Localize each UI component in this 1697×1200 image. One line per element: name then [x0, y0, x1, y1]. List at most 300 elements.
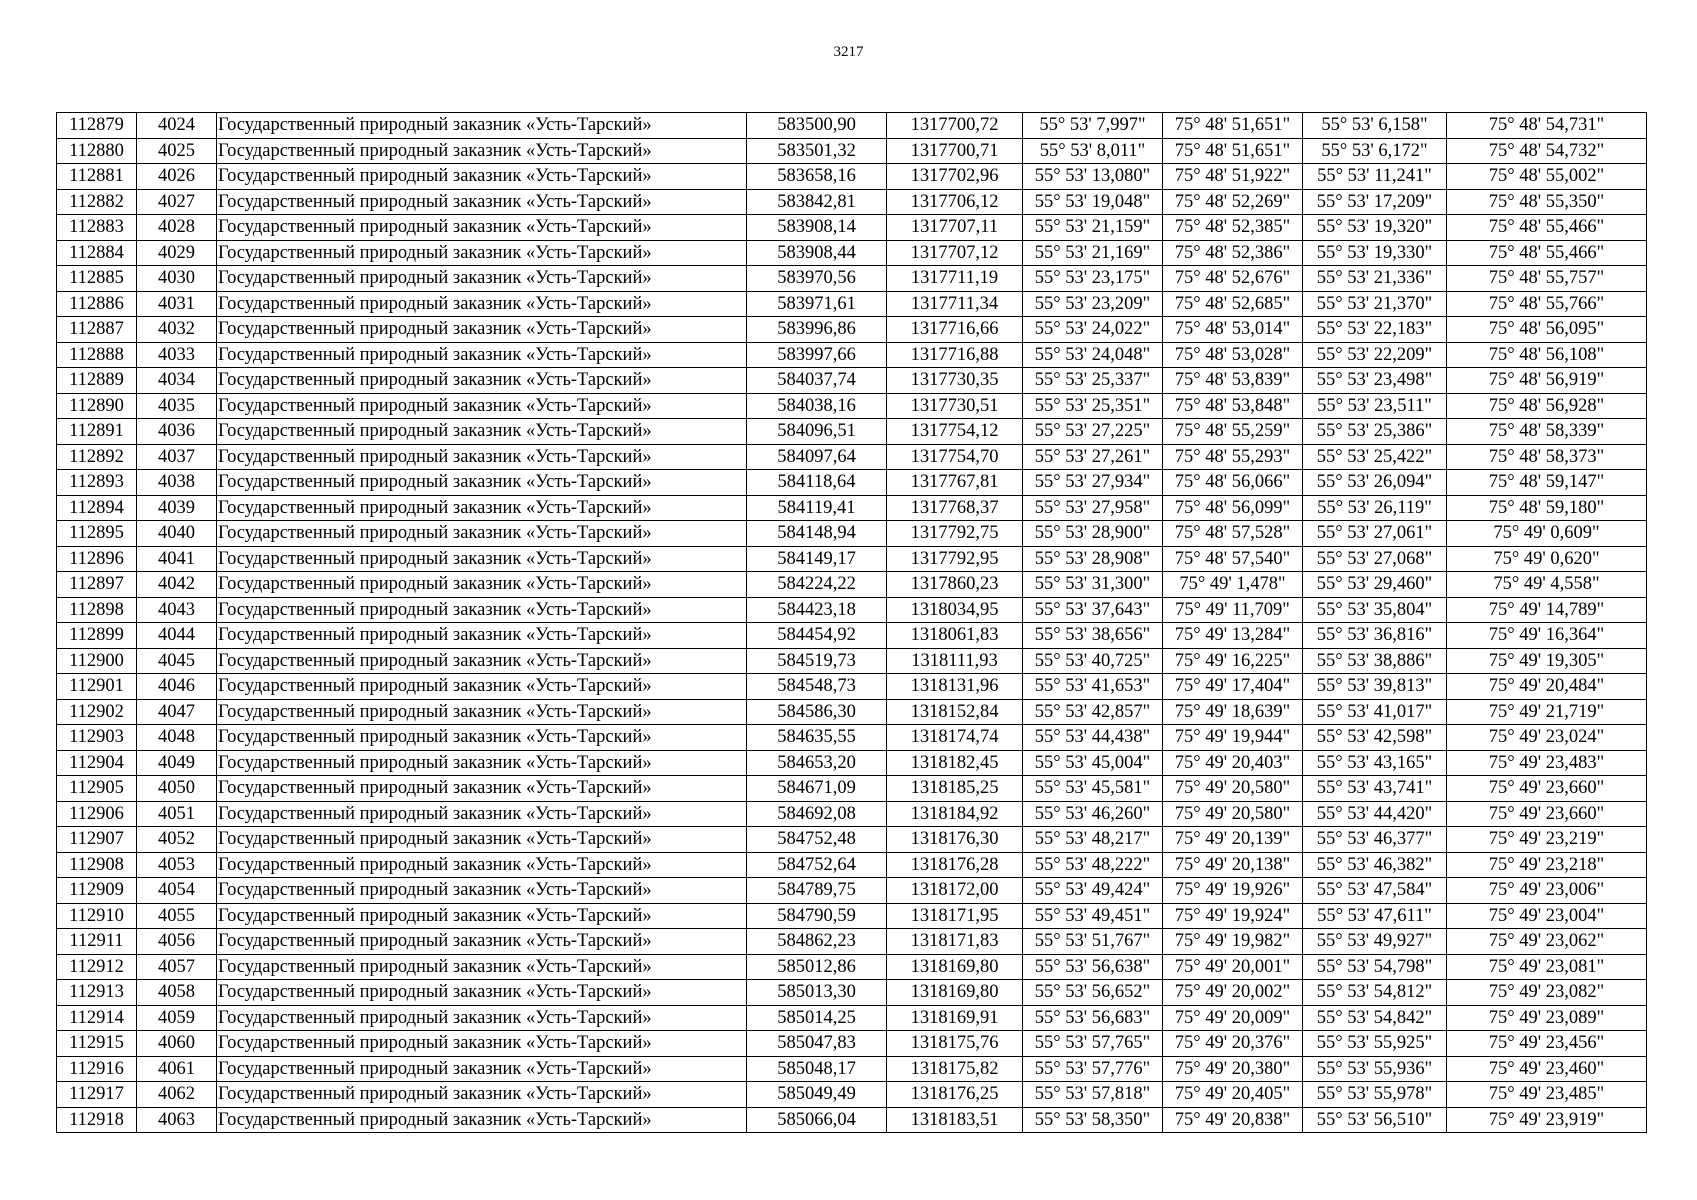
latitude-1-cell: 55° 53' 27,934" — [1023, 470, 1163, 496]
x-coordinate-cell: 584519,73 — [747, 648, 887, 674]
latitude-1-cell: 55° 53' 27,958" — [1023, 495, 1163, 521]
x-coordinate-cell: 584096,51 — [747, 419, 887, 445]
y-coordinate-cell: 1317768,37 — [887, 495, 1023, 521]
longitude-2-cell: 75° 48' 59,180" — [1447, 495, 1647, 521]
longitude-2-cell: 75° 48' 54,732" — [1447, 138, 1647, 164]
longitude-2-cell: 75° 49' 19,305" — [1447, 648, 1647, 674]
longitude-2-cell: 75° 49' 23,006" — [1447, 878, 1647, 904]
row-id-cell: 112916 — [57, 1056, 137, 1082]
latitude-1-cell: 55° 53' 31,300" — [1023, 572, 1163, 598]
latitude-2-cell: 55° 53' 25,386" — [1303, 419, 1447, 445]
longitude-2-cell: 75° 48' 55,002" — [1447, 164, 1647, 190]
latitude-2-cell: 55° 53' 55,925" — [1303, 1031, 1447, 1057]
latitude-1-cell: 55° 53' 56,652" — [1023, 980, 1163, 1006]
x-coordinate-cell: 584671,09 — [747, 776, 887, 802]
point-number-cell: 4033 — [137, 342, 217, 368]
row-id-cell: 112892 — [57, 444, 137, 470]
longitude-1-cell: 75° 48' 52,676" — [1163, 266, 1303, 292]
table-row — [57, 903, 1647, 929]
point-number-cell: 4040 — [137, 521, 217, 547]
point-number-cell: 4057 — [137, 954, 217, 980]
y-coordinate-cell: 1317730,35 — [887, 368, 1023, 394]
reserve-name-cell: Государственный природный заказник «Усть-Тарский» — [217, 342, 747, 368]
row-id-cell: 112902 — [57, 699, 137, 725]
y-coordinate-cell: 1317754,12 — [887, 419, 1023, 445]
longitude-1-cell: 75° 48' 52,269" — [1163, 189, 1303, 215]
table-row — [57, 215, 1647, 241]
reserve-name-cell: Государственный природный заказник «Усть-Тарский» — [217, 266, 747, 292]
latitude-2-cell: 55° 53' 21,370" — [1303, 291, 1447, 317]
latitude-2-cell: 55° 53' 46,377" — [1303, 827, 1447, 853]
table-row — [57, 623, 1647, 649]
latitude-2-cell: 55° 53' 54,812" — [1303, 980, 1447, 1006]
table-row — [57, 368, 1647, 394]
longitude-2-cell: 75° 49' 0,620" — [1447, 546, 1647, 572]
latitude-2-cell: 55° 53' 44,420" — [1303, 801, 1447, 827]
row-id-cell: 112912 — [57, 954, 137, 980]
point-number-cell: 4046 — [137, 674, 217, 700]
latitude-2-cell: 55° 53' 36,816" — [1303, 623, 1447, 649]
table-row — [57, 954, 1647, 980]
longitude-1-cell: 75° 49' 1,478" — [1163, 572, 1303, 598]
latitude-2-cell: 55° 53' 46,382" — [1303, 852, 1447, 878]
y-coordinate-cell: 1317716,88 — [887, 342, 1023, 368]
x-coordinate-cell: 583500,90 — [747, 113, 887, 139]
latitude-1-cell: 55° 53' 45,581" — [1023, 776, 1163, 802]
reserve-name-cell: Государственный природный заказник «Усть-Тарский» — [217, 189, 747, 215]
table-row — [57, 852, 1647, 878]
longitude-2-cell: 75° 48' 58,339" — [1447, 419, 1647, 445]
reserve-name-cell: Государственный природный заказник «Усть-Тарский» — [217, 776, 747, 802]
coordinates-table — [56, 112, 1647, 1133]
longitude-1-cell: 75° 48' 56,066" — [1163, 470, 1303, 496]
table-row — [57, 495, 1647, 521]
x-coordinate-cell: 584789,75 — [747, 878, 887, 904]
longitude-2-cell: 75° 49' 23,024" — [1447, 725, 1647, 751]
row-id-cell: 112910 — [57, 903, 137, 929]
y-coordinate-cell: 1317730,51 — [887, 393, 1023, 419]
x-coordinate-cell: 584752,48 — [747, 827, 887, 853]
latitude-2-cell: 55° 53' 27,061" — [1303, 521, 1447, 547]
point-number-cell: 4044 — [137, 623, 217, 649]
x-coordinate-cell: 585012,86 — [747, 954, 887, 980]
reserve-name-cell: Государственный природный заказник «Усть-Тарский» — [217, 878, 747, 904]
longitude-2-cell: 75° 49' 23,218" — [1447, 852, 1647, 878]
latitude-2-cell: 55° 53' 21,336" — [1303, 266, 1447, 292]
latitude-2-cell: 55° 53' 55,978" — [1303, 1082, 1447, 1108]
longitude-1-cell: 75° 48' 53,028" — [1163, 342, 1303, 368]
table-row — [57, 113, 1647, 139]
x-coordinate-cell: 583997,66 — [747, 342, 887, 368]
longitude-2-cell: 75° 49' 23,460" — [1447, 1056, 1647, 1082]
y-coordinate-cell: 1317792,95 — [887, 546, 1023, 572]
x-coordinate-cell: 584149,17 — [747, 546, 887, 572]
reserve-name-cell: Государственный природный заказник «Усть-Тарский» — [217, 1031, 747, 1057]
row-id-cell: 112906 — [57, 801, 137, 827]
latitude-2-cell: 55° 53' 39,813" — [1303, 674, 1447, 700]
point-number-cell: 4043 — [137, 597, 217, 623]
reserve-name-cell: Государственный природный заказник «Усть-Тарский» — [217, 1082, 747, 1108]
x-coordinate-cell: 584752,64 — [747, 852, 887, 878]
point-number-cell: 4059 — [137, 1005, 217, 1031]
reserve-name-cell: Государственный природный заказник «Усть-Тарский» — [217, 495, 747, 521]
y-coordinate-cell: 1318034,95 — [887, 597, 1023, 623]
latitude-1-cell: 55° 53' 19,048" — [1023, 189, 1163, 215]
longitude-2-cell: 75° 49' 23,219" — [1447, 827, 1647, 853]
latitude-1-cell: 55° 53' 28,908" — [1023, 546, 1163, 572]
longitude-1-cell: 75° 48' 53,839" — [1163, 368, 1303, 394]
point-number-cell: 4053 — [137, 852, 217, 878]
x-coordinate-cell: 583996,86 — [747, 317, 887, 343]
latitude-2-cell: 55° 53' 25,422" — [1303, 444, 1447, 470]
longitude-2-cell: 75° 49' 23,660" — [1447, 776, 1647, 802]
y-coordinate-cell: 1318169,91 — [887, 1005, 1023, 1031]
row-id-cell: 112907 — [57, 827, 137, 853]
y-coordinate-cell: 1317700,71 — [887, 138, 1023, 164]
y-coordinate-cell: 1318171,83 — [887, 929, 1023, 955]
point-number-cell: 4030 — [137, 266, 217, 292]
row-id-cell: 112898 — [57, 597, 137, 623]
longitude-1-cell: 75° 49' 20,376" — [1163, 1031, 1303, 1057]
y-coordinate-cell: 1317700,72 — [887, 113, 1023, 139]
table-row — [57, 266, 1647, 292]
latitude-2-cell: 55° 53' 56,510" — [1303, 1107, 1447, 1133]
point-number-cell: 4037 — [137, 444, 217, 470]
table-row — [57, 393, 1647, 419]
latitude-1-cell: 55° 53' 8,011" — [1023, 138, 1163, 164]
row-id-cell: 112885 — [57, 266, 137, 292]
point-number-cell: 4031 — [137, 291, 217, 317]
latitude-2-cell: 55° 53' 26,094" — [1303, 470, 1447, 496]
y-coordinate-cell: 1317711,19 — [887, 266, 1023, 292]
latitude-1-cell: 55° 53' 48,217" — [1023, 827, 1163, 853]
longitude-2-cell: 75° 48' 56,108" — [1447, 342, 1647, 368]
x-coordinate-cell: 585014,25 — [747, 1005, 887, 1031]
point-number-cell: 4026 — [137, 164, 217, 190]
longitude-1-cell: 75° 49' 11,709" — [1163, 597, 1303, 623]
row-id-cell: 112882 — [57, 189, 137, 215]
y-coordinate-cell: 1318111,93 — [887, 648, 1023, 674]
reserve-name-cell: Государственный природный заказник «Усть-Тарский» — [217, 1056, 747, 1082]
x-coordinate-cell: 584037,74 — [747, 368, 887, 394]
point-number-cell: 4039 — [137, 495, 217, 521]
latitude-1-cell: 55° 53' 51,767" — [1023, 929, 1163, 955]
table-row — [57, 1056, 1647, 1082]
table-row — [57, 801, 1647, 827]
row-id-cell: 112893 — [57, 470, 137, 496]
latitude-2-cell: 55° 53' 26,119" — [1303, 495, 1447, 521]
latitude-2-cell: 55° 53' 11,241" — [1303, 164, 1447, 190]
row-id-cell: 112900 — [57, 648, 137, 674]
latitude-1-cell: 55° 53' 49,451" — [1023, 903, 1163, 929]
x-coordinate-cell: 584586,30 — [747, 699, 887, 725]
longitude-1-cell: 75° 48' 51,651" — [1163, 138, 1303, 164]
longitude-2-cell: 75° 48' 54,731" — [1447, 113, 1647, 139]
longitude-2-cell: 75° 49' 20,484" — [1447, 674, 1647, 700]
latitude-2-cell: 55° 53' 19,320" — [1303, 215, 1447, 241]
longitude-2-cell: 75° 48' 55,466" — [1447, 215, 1647, 241]
table-row — [57, 572, 1647, 598]
latitude-1-cell: 55° 53' 42,857" — [1023, 699, 1163, 725]
latitude-2-cell: 55° 53' 42,598" — [1303, 725, 1447, 751]
longitude-2-cell: 75° 49' 23,082" — [1447, 980, 1647, 1006]
row-id-cell: 112911 — [57, 929, 137, 955]
x-coordinate-cell: 584790,59 — [747, 903, 887, 929]
reserve-name-cell: Государственный природный заказник «Усть-Тарский» — [217, 419, 747, 445]
point-number-cell: 4024 — [137, 113, 217, 139]
reserve-name-cell: Государственный природный заказник «Усть-Тарский» — [217, 317, 747, 343]
latitude-2-cell: 55° 53' 41,017" — [1303, 699, 1447, 725]
row-id-cell: 112905 — [57, 776, 137, 802]
latitude-1-cell: 55° 53' 58,350" — [1023, 1107, 1163, 1133]
longitude-1-cell: 75° 48' 52,685" — [1163, 291, 1303, 317]
y-coordinate-cell: 1318175,82 — [887, 1056, 1023, 1082]
longitude-1-cell: 75° 48' 57,540" — [1163, 546, 1303, 572]
latitude-2-cell: 55° 53' 23,498" — [1303, 368, 1447, 394]
latitude-1-cell: 55° 53' 44,438" — [1023, 725, 1163, 751]
row-id-cell: 112891 — [57, 419, 137, 445]
latitude-2-cell: 55° 53' 29,460" — [1303, 572, 1447, 598]
point-number-cell: 4042 — [137, 572, 217, 598]
table-row — [57, 317, 1647, 343]
reserve-name-cell: Государственный природный заказник «Усть-Тарский» — [217, 929, 747, 955]
longitude-1-cell: 75° 48' 51,651" — [1163, 113, 1303, 139]
longitude-1-cell: 75° 48' 56,099" — [1163, 495, 1303, 521]
point-number-cell: 4036 — [137, 419, 217, 445]
latitude-1-cell: 55° 53' 13,080" — [1023, 164, 1163, 190]
x-coordinate-cell: 584548,73 — [747, 674, 887, 700]
longitude-2-cell: 75° 48' 55,466" — [1447, 240, 1647, 266]
x-coordinate-cell: 584097,64 — [747, 444, 887, 470]
table-row — [57, 444, 1647, 470]
reserve-name-cell: Государственный природный заказник «Усть-Тарский» — [217, 597, 747, 623]
row-id-cell: 112889 — [57, 368, 137, 394]
y-coordinate-cell: 1317711,34 — [887, 291, 1023, 317]
longitude-2-cell: 75° 49' 14,789" — [1447, 597, 1647, 623]
point-number-cell: 4045 — [137, 648, 217, 674]
row-id-cell: 112881 — [57, 164, 137, 190]
reserve-name-cell: Государственный природный заказник «Усть-Тарский» — [217, 546, 747, 572]
latitude-1-cell: 55° 53' 25,351" — [1023, 393, 1163, 419]
x-coordinate-cell: 584692,08 — [747, 801, 887, 827]
latitude-2-cell: 55° 53' 47,611" — [1303, 903, 1447, 929]
point-number-cell: 4027 — [137, 189, 217, 215]
latitude-1-cell: 55° 53' 57,818" — [1023, 1082, 1163, 1108]
latitude-2-cell: 55° 53' 17,209" — [1303, 189, 1447, 215]
y-coordinate-cell: 1318171,95 — [887, 903, 1023, 929]
table-row — [57, 291, 1647, 317]
longitude-1-cell: 75° 49' 19,944" — [1163, 725, 1303, 751]
longitude-1-cell: 75° 48' 55,259" — [1163, 419, 1303, 445]
longitude-1-cell: 75° 48' 55,293" — [1163, 444, 1303, 470]
point-number-cell: 4056 — [137, 929, 217, 955]
longitude-2-cell: 75° 48' 59,147" — [1447, 470, 1647, 496]
table-row — [57, 1107, 1647, 1133]
longitude-2-cell: 75° 48' 58,373" — [1447, 444, 1647, 470]
latitude-1-cell: 55° 53' 24,022" — [1023, 317, 1163, 343]
point-number-cell: 4041 — [137, 546, 217, 572]
latitude-2-cell: 55° 53' 54,842" — [1303, 1005, 1447, 1031]
page-number: 3217 — [833, 44, 864, 60]
y-coordinate-cell: 1318131,96 — [887, 674, 1023, 700]
row-id-cell: 112894 — [57, 495, 137, 521]
table-row — [57, 240, 1647, 266]
reserve-name-cell: Государственный природный заказник «Усть-Тарский» — [217, 572, 747, 598]
x-coordinate-cell: 584862,23 — [747, 929, 887, 955]
y-coordinate-cell: 1318176,25 — [887, 1082, 1023, 1108]
row-id-cell: 112915 — [57, 1031, 137, 1057]
latitude-2-cell: 55° 53' 47,584" — [1303, 878, 1447, 904]
latitude-1-cell: 55° 53' 23,175" — [1023, 266, 1163, 292]
y-coordinate-cell: 1318184,92 — [887, 801, 1023, 827]
point-number-cell: 4034 — [137, 368, 217, 394]
latitude-2-cell: 55° 53' 43,741" — [1303, 776, 1447, 802]
longitude-1-cell: 75° 48' 57,528" — [1163, 521, 1303, 547]
x-coordinate-cell: 583970,56 — [747, 266, 887, 292]
x-coordinate-cell: 585013,30 — [747, 980, 887, 1006]
reserve-name-cell: Государственный природный заказник «Усть-Тарский» — [217, 215, 747, 241]
row-id-cell: 112917 — [57, 1082, 137, 1108]
table-row — [57, 648, 1647, 674]
latitude-1-cell: 55° 53' 46,260" — [1023, 801, 1163, 827]
point-number-cell: 4051 — [137, 801, 217, 827]
point-number-cell: 4047 — [137, 699, 217, 725]
reserve-name-cell: Государственный природный заказник «Усть-Тарский» — [217, 852, 747, 878]
y-coordinate-cell: 1317792,75 — [887, 521, 1023, 547]
row-id-cell: 112913 — [57, 980, 137, 1006]
y-coordinate-cell: 1317706,12 — [887, 189, 1023, 215]
longitude-2-cell: 75° 49' 23,660" — [1447, 801, 1647, 827]
latitude-1-cell: 55° 53' 40,725" — [1023, 648, 1163, 674]
reserve-name-cell: Государственный природный заказник «Усть-Тарский» — [217, 1005, 747, 1031]
reserve-name-cell: Государственный природный заказник «Усть-Тарский» — [217, 725, 747, 751]
row-id-cell: 112901 — [57, 674, 137, 700]
x-coordinate-cell: 584148,94 — [747, 521, 887, 547]
latitude-1-cell: 55° 53' 57,765" — [1023, 1031, 1163, 1057]
y-coordinate-cell: 1317716,66 — [887, 317, 1023, 343]
longitude-1-cell: 75° 48' 51,922" — [1163, 164, 1303, 190]
point-number-cell: 4063 — [137, 1107, 217, 1133]
row-id-cell: 112884 — [57, 240, 137, 266]
latitude-1-cell: 55° 53' 23,209" — [1023, 291, 1163, 317]
latitude-1-cell: 55° 53' 21,159" — [1023, 215, 1163, 241]
y-coordinate-cell: 1318182,45 — [887, 750, 1023, 776]
table-row — [57, 674, 1647, 700]
row-id-cell: 112903 — [57, 725, 137, 751]
row-id-cell: 112918 — [57, 1107, 137, 1133]
table-row — [57, 776, 1647, 802]
table-row — [57, 419, 1647, 445]
longitude-2-cell: 75° 48' 55,766" — [1447, 291, 1647, 317]
table-row — [57, 827, 1647, 853]
reserve-name-cell: Государственный природный заказник «Усть-Тарский» — [217, 954, 747, 980]
y-coordinate-cell: 1318183,51 — [887, 1107, 1023, 1133]
latitude-2-cell: 55° 53' 54,798" — [1303, 954, 1447, 980]
longitude-1-cell: 75° 48' 53,014" — [1163, 317, 1303, 343]
x-coordinate-cell: 583658,16 — [747, 164, 887, 190]
latitude-2-cell: 55° 53' 43,165" — [1303, 750, 1447, 776]
row-id-cell: 112888 — [57, 342, 137, 368]
longitude-1-cell: 75° 49' 18,639" — [1163, 699, 1303, 725]
point-number-cell: 4048 — [137, 725, 217, 751]
longitude-1-cell: 75° 49' 20,001" — [1163, 954, 1303, 980]
latitude-1-cell: 55° 53' 25,337" — [1023, 368, 1163, 394]
longitude-1-cell: 75° 49' 20,139" — [1163, 827, 1303, 853]
table-row — [57, 189, 1647, 215]
reserve-name-cell: Государственный природный заказник «Усть-Тарский» — [217, 240, 747, 266]
longitude-2-cell: 75° 49' 23,483" — [1447, 750, 1647, 776]
longitude-2-cell: 75° 48' 56,919" — [1447, 368, 1647, 394]
y-coordinate-cell: 1317860,23 — [887, 572, 1023, 598]
y-coordinate-cell: 1318176,30 — [887, 827, 1023, 853]
point-number-cell: 4025 — [137, 138, 217, 164]
row-id-cell: 112904 — [57, 750, 137, 776]
point-number-cell: 4038 — [137, 470, 217, 496]
longitude-2-cell: 75° 48' 55,350" — [1447, 189, 1647, 215]
point-number-cell: 4054 — [137, 878, 217, 904]
reserve-name-cell: Государственный природный заказник «Усть-Тарский» — [217, 623, 747, 649]
x-coordinate-cell: 585066,04 — [747, 1107, 887, 1133]
table-row — [57, 750, 1647, 776]
point-number-cell: 4049 — [137, 750, 217, 776]
longitude-2-cell: 75° 48' 55,757" — [1447, 266, 1647, 292]
latitude-1-cell: 55° 53' 37,643" — [1023, 597, 1163, 623]
reserve-name-cell: Государственный природный заказник «Усть-Тарский» — [217, 827, 747, 853]
latitude-2-cell: 55° 53' 55,936" — [1303, 1056, 1447, 1082]
table-row — [57, 138, 1647, 164]
reserve-name-cell: Государственный природный заказник «Усть-Тарский» — [217, 138, 747, 164]
x-coordinate-cell: 583501,32 — [747, 138, 887, 164]
x-coordinate-cell: 584653,20 — [747, 750, 887, 776]
reserve-name-cell: Государственный природный заказник «Усть-Тарский» — [217, 674, 747, 700]
latitude-1-cell: 55° 53' 28,900" — [1023, 521, 1163, 547]
x-coordinate-cell: 585048,17 — [747, 1056, 887, 1082]
latitude-1-cell: 55° 53' 57,776" — [1023, 1056, 1163, 1082]
row-id-cell: 112886 — [57, 291, 137, 317]
latitude-2-cell: 55° 53' 6,172" — [1303, 138, 1447, 164]
latitude-1-cell: 55° 53' 24,048" — [1023, 342, 1163, 368]
reserve-name-cell: Государственный природный заказник «Усть-Тарский» — [217, 801, 747, 827]
latitude-1-cell: 55° 53' 56,638" — [1023, 954, 1163, 980]
row-id-cell: 112909 — [57, 878, 137, 904]
x-coordinate-cell: 583908,14 — [747, 215, 887, 241]
reserve-name-cell: Государственный природный заказник «Усть-Тарский» — [217, 521, 747, 547]
longitude-1-cell: 75° 49' 20,002" — [1163, 980, 1303, 1006]
latitude-1-cell: 55° 53' 45,004" — [1023, 750, 1163, 776]
row-id-cell: 112883 — [57, 215, 137, 241]
longitude-2-cell: 75° 49' 23,004" — [1447, 903, 1647, 929]
y-coordinate-cell: 1318152,84 — [887, 699, 1023, 725]
latitude-2-cell: 55° 53' 22,183" — [1303, 317, 1447, 343]
row-id-cell: 112887 — [57, 317, 137, 343]
point-number-cell: 4028 — [137, 215, 217, 241]
longitude-1-cell: 75° 49' 19,924" — [1163, 903, 1303, 929]
table-row — [57, 597, 1647, 623]
latitude-1-cell: 55° 53' 7,997" — [1023, 113, 1163, 139]
row-id-cell: 112899 — [57, 623, 137, 649]
latitude-1-cell: 55° 53' 21,169" — [1023, 240, 1163, 266]
longitude-2-cell: 75° 49' 16,364" — [1447, 623, 1647, 649]
longitude-2-cell: 75° 48' 56,928" — [1447, 393, 1647, 419]
row-id-cell: 112896 — [57, 546, 137, 572]
y-coordinate-cell: 1317754,70 — [887, 444, 1023, 470]
table-row — [57, 546, 1647, 572]
table-row — [57, 699, 1647, 725]
longitude-2-cell: 75° 49' 4,558" — [1447, 572, 1647, 598]
longitude-2-cell: 75° 49' 23,081" — [1447, 954, 1647, 980]
longitude-1-cell: 75° 49' 19,926" — [1163, 878, 1303, 904]
x-coordinate-cell: 583971,61 — [747, 291, 887, 317]
